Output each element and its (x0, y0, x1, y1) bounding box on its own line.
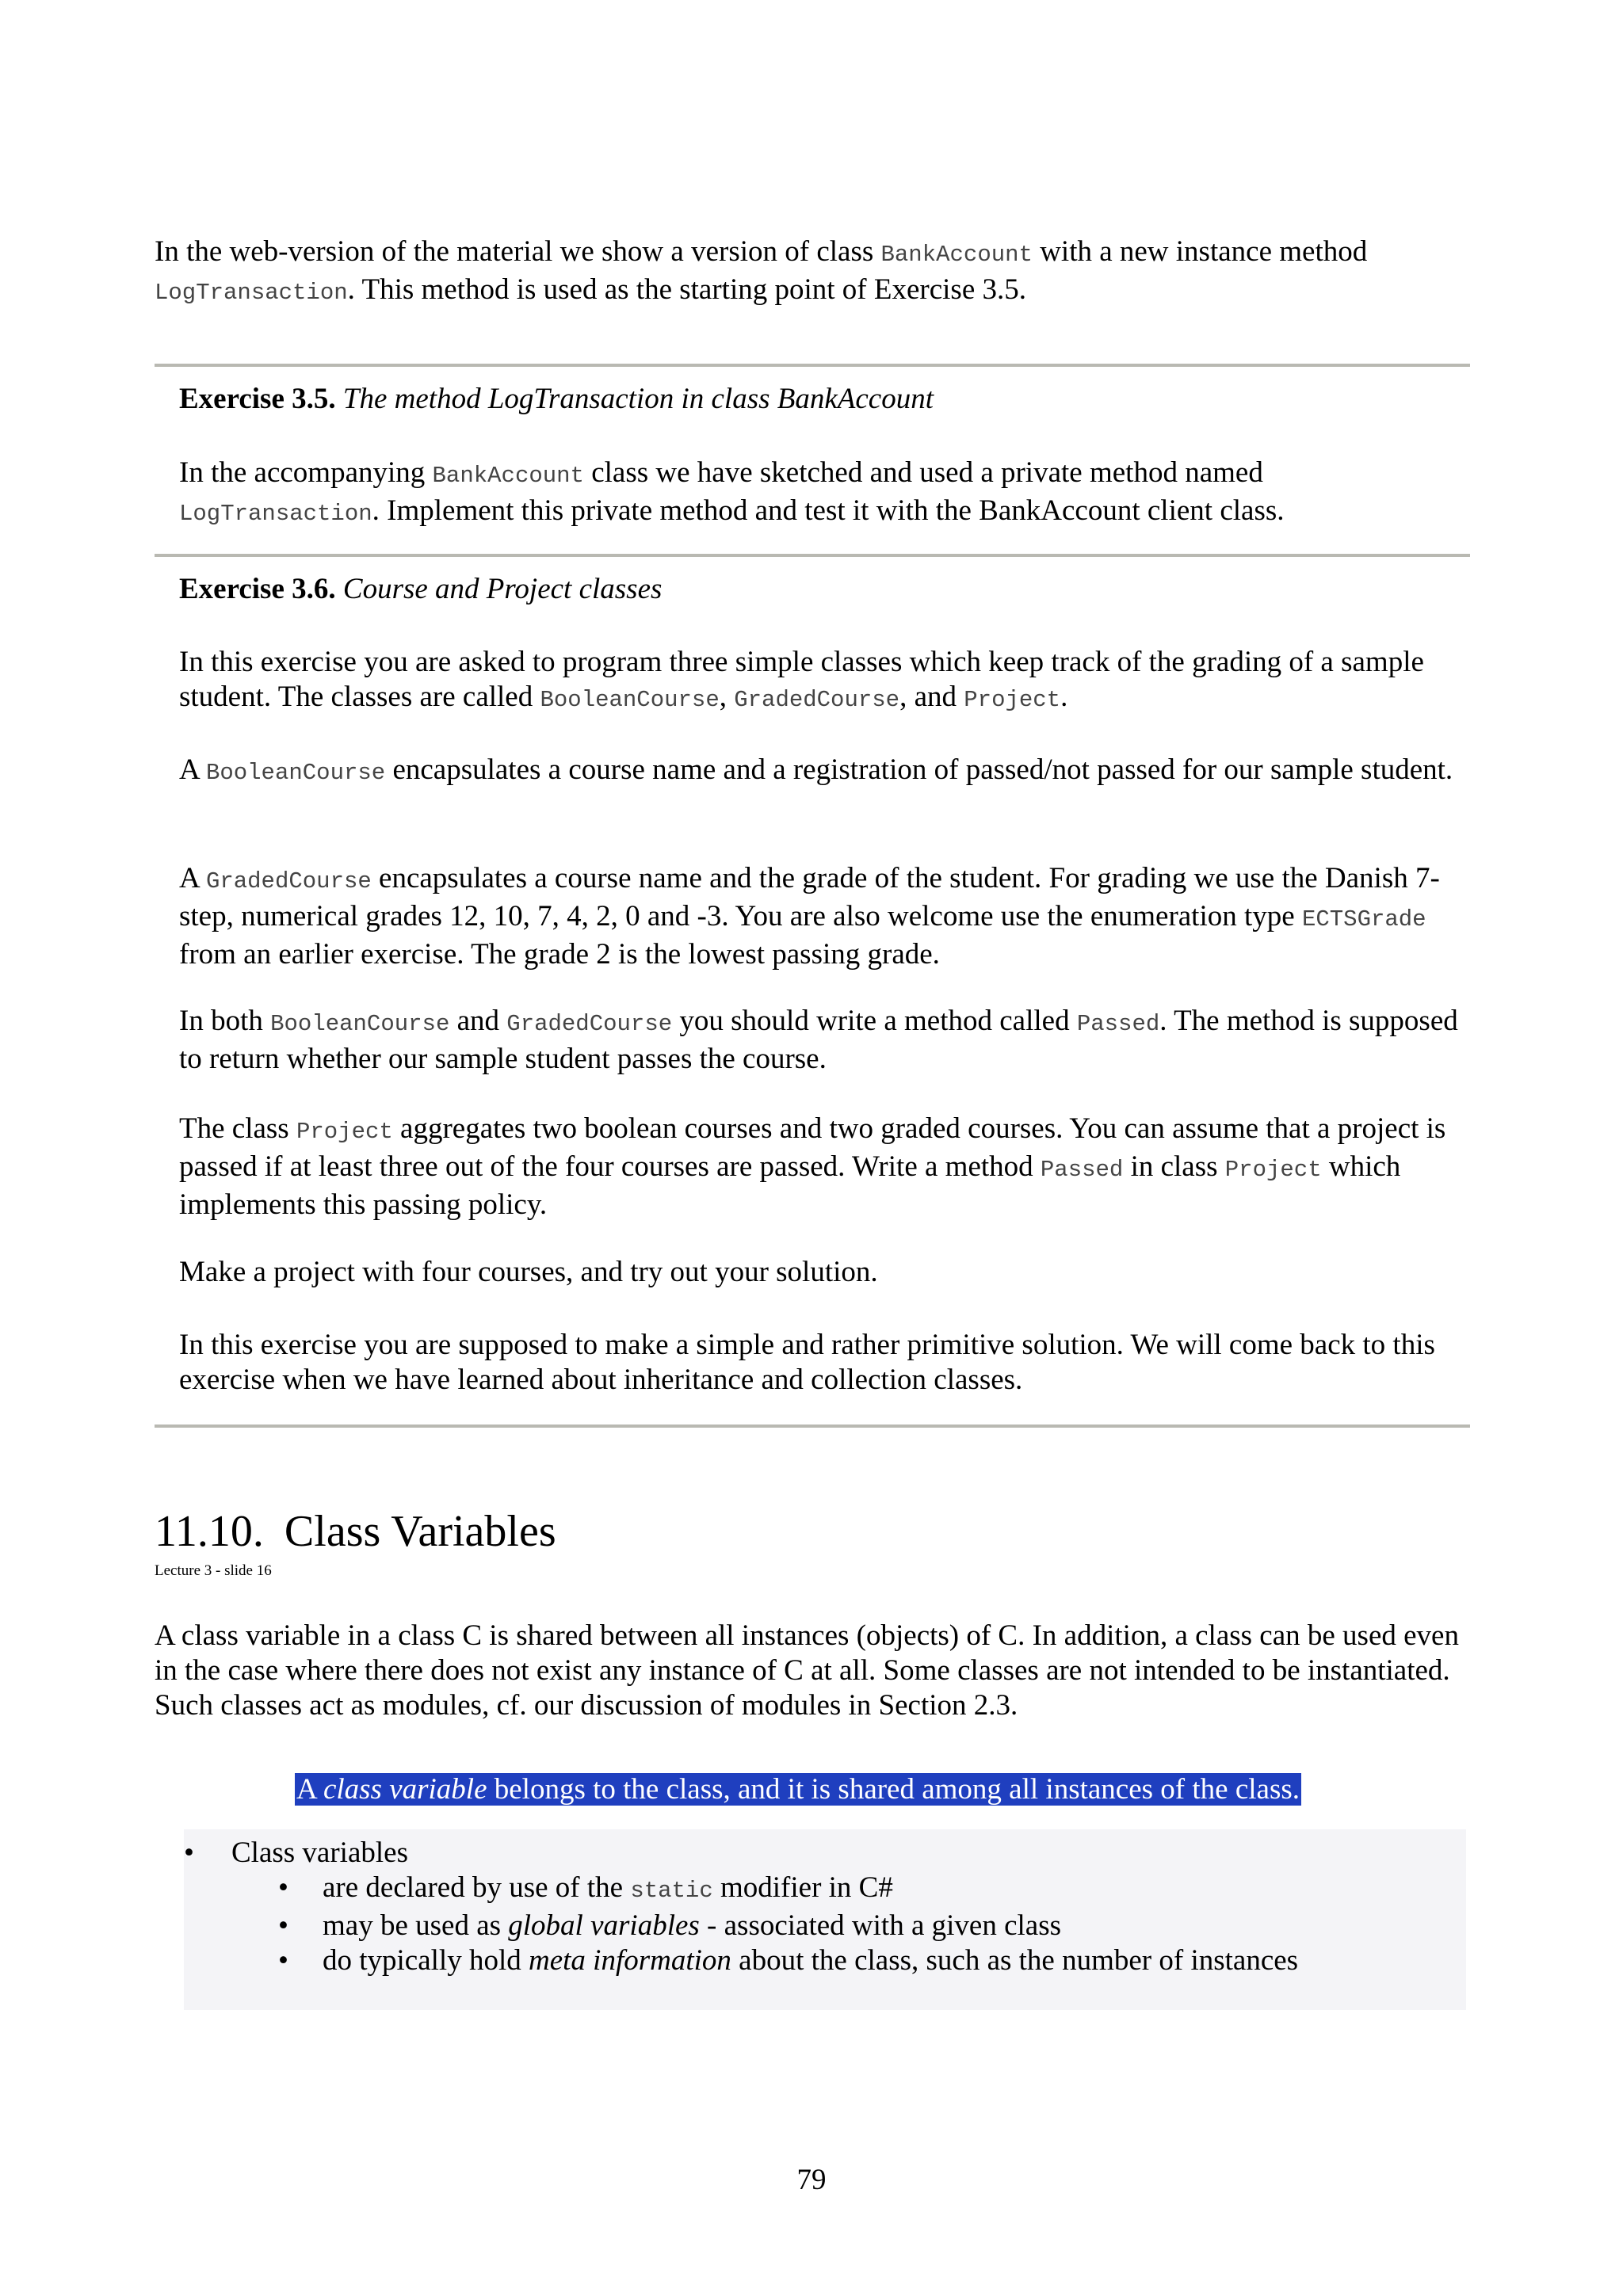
highlighted-text: A class variable belongs to the class, and it is shared among all instances of the class. (296, 1773, 1300, 1806)
section-heading (155, 1505, 556, 1558)
exercise-paragraph: A BooleanCourse encapsulates a course name and a registration of passed/not passed for our sample student. (179, 753, 1453, 786)
section-title: Class Variables (284, 1507, 556, 1556)
exercise-paragraph: The class Project aggregates two boolean courses and two graded courses. You can assume that a project is passed if at least three out of the four courses are passed. Write a method Passed in class Project which implements this passing policy. (179, 1112, 1446, 1221)
exercise-paragraph: In both BooleanCourse and GradedCourse you should write a method called Passed. The method is supposed to return whether our sample student passes the course. (179, 1005, 1458, 1075)
section-number: 11.10. (155, 1507, 264, 1556)
key-statement (295, 1771, 1301, 1809)
exercise-divider (155, 554, 1470, 557)
intro-paragraph: In the web-version of the material we show a version of class BankAccount with a new instance method LogTransaction. This method is used as the starting point of Exercise 3.5. (155, 235, 1368, 306)
exercise-paragraph: In this exercise you are asked to program three simple classes which keep track of the grading of a sample student. The classes are called BooleanCourse, GradedCourse, and Project. (179, 646, 1424, 713)
inline-code: LogTransaction (179, 501, 372, 527)
sub-bullet-item: • may be used as global variables - associated with a given class (278, 1909, 1061, 1942)
page-number: 79 (796, 2164, 827, 2196)
bullet-item: • Class variables (184, 1836, 408, 1869)
exercise-paragraph: A GradedCourse encapsulates a course name and the grade of the student. For grading we use the Danish 7-step, numerical grades 12, 10, 7, 4, 2, 0 and -3. You are also welcome use the enumeration type ECTSGrade from an earlier exercise. The grade 2 is the lowest passing grade. (179, 862, 1440, 971)
exercise-title: Exercise 3.5. The method LogTransaction in class BankAccount (179, 383, 934, 415)
sub-bullet-item: • do typically hold meta information about the class, such as the number of instances (278, 1944, 1299, 1977)
section-body: A class variable in a class C is shared between all instances (objects) of C. In addition, a class can be used even in the case where there does not exist any instance of C at all. Some classes are not intended to be instantiated. Such classes act as modules, cf. our discussion of modules in Section 2.3. (155, 1619, 1459, 1722)
exercise-paragraph: In this exercise you are supposed to make a simple and rather primitive solution. We will come back to this exercise when we have learned about inheritance and collection classes. (179, 1329, 1435, 1396)
exercise-title: Exercise 3.6. Course and Project classes (179, 573, 663, 605)
inline-code: BankAccount (432, 463, 584, 489)
bullet-icon: • (278, 1909, 288, 1942)
sub-bullet-item: • are declared by use of the static modifier in C# (278, 1871, 893, 1904)
slide-bullet-box (184, 1829, 1466, 2010)
bullet-icon: • (278, 1871, 288, 1904)
inline-code: BankAccount (880, 242, 1033, 268)
exercise-divider (155, 364, 1470, 367)
exercise-paragraph: Make a project with four courses, and try out your solution. (179, 1256, 878, 1288)
bullet-icon: • (184, 1836, 194, 1869)
exercise-divider (155, 1425, 1470, 1428)
exercise-paragraph: In the accompanying BankAccount class we have sketched and used a private method named LogTransaction. Implement this private method and test it with the BankAccount client class. (179, 456, 1285, 527)
lecture-reference: Lecture 3 - slide 16 (155, 1562, 272, 1579)
inline-code: LogTransaction (155, 280, 348, 306)
bullet-icon: • (278, 1944, 288, 1977)
sub-bullet-list (278, 1871, 1299, 1978)
